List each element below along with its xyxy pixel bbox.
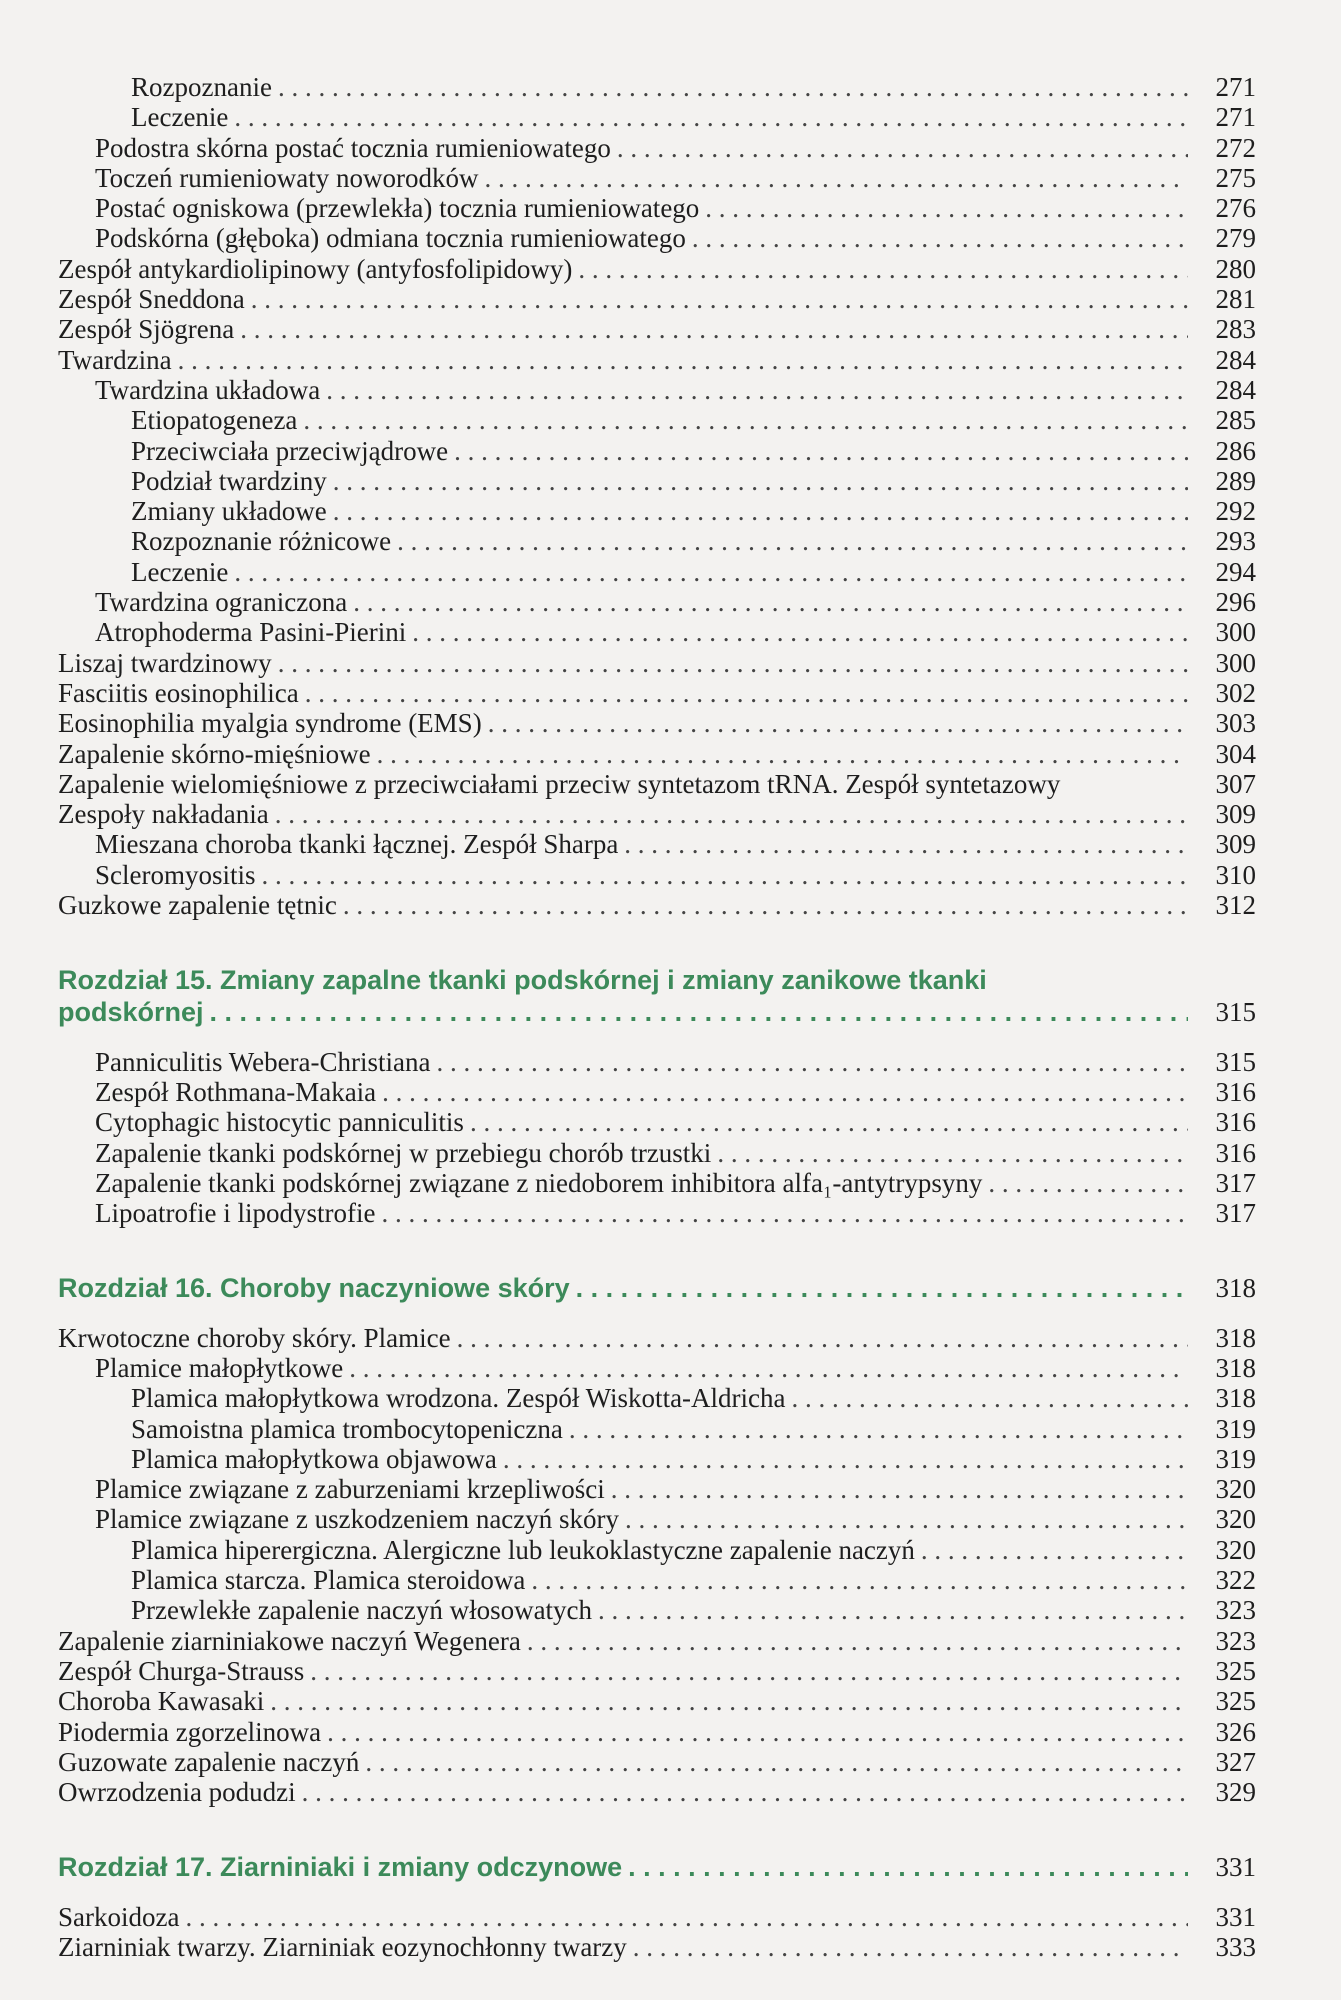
toc-entry	[58, 617, 1258, 647]
entry-title: Leczenie	[131, 102, 229, 133]
leader-dots	[178, 345, 1188, 375]
toc-entry	[58, 708, 1258, 738]
leader-dots	[578, 254, 1188, 284]
entry-page: 319	[1215, 1443, 1256, 1474]
entry-title: Choroba Kawasaki	[58, 1686, 265, 1717]
toc-section-ch16	[58, 1323, 1258, 1808]
entry-page: 318	[1215, 1352, 1256, 1383]
leader-dots	[251, 284, 1188, 314]
toc-entry	[58, 1168, 1258, 1198]
toc-entry	[58, 1323, 1258, 1353]
toc-entry	[58, 648, 1258, 678]
leader-dots	[333, 466, 1188, 496]
entry-title: Zespół Rothmana-Makaia	[95, 1076, 377, 1107]
entry-page: 286	[1215, 435, 1256, 466]
toc-entry	[58, 1902, 1258, 1932]
entry-page: 284	[1215, 344, 1256, 375]
leader-dots	[531, 1565, 1188, 1595]
entry-page: 323	[1215, 1595, 1256, 1626]
leader-dots	[278, 648, 1188, 678]
entry-page: 323	[1215, 1625, 1256, 1656]
leader-dots	[628, 1851, 1188, 1883]
entry-title: Zespoły nakładania	[58, 799, 269, 830]
entry-title: Zapalenie tkanki podskórnej w przebiegu chorób trzustki	[95, 1137, 712, 1168]
toc-entry	[58, 1595, 1258, 1625]
toc-entry	[58, 1504, 1258, 1534]
toc-entry	[58, 102, 1258, 132]
entry-title: Guzkowe zapalenie tętnic	[58, 890, 337, 921]
toc-entry	[58, 769, 1258, 799]
entry-page: 283	[1215, 314, 1256, 345]
toc-entry	[58, 890, 1258, 920]
chapter-page: 331	[1215, 1852, 1256, 1883]
entry-page: 302	[1215, 677, 1256, 708]
leader-dots	[365, 1747, 1188, 1777]
toc-entry	[58, 1535, 1258, 1565]
entry-title: Panniculitis Webera-Christiana	[95, 1046, 431, 1077]
entry-title: Sarkoidoza	[58, 1901, 180, 1932]
leader-dots	[275, 799, 1188, 829]
entry-page: 320	[1215, 1534, 1256, 1565]
leader-dots	[270, 1686, 1188, 1716]
toc-entry	[58, 1077, 1258, 1107]
leader-dots	[576, 1272, 1188, 1304]
entry-title: Podostra skórna postać tocznia rumieniowatego	[95, 132, 611, 163]
entry-page: 325	[1215, 1655, 1256, 1686]
toc-entry	[58, 1383, 1258, 1413]
leader-dots	[792, 1383, 1189, 1413]
entry-page: 322	[1215, 1565, 1256, 1596]
entry-title: Eosinophilia myalgia syndrome (EMS)	[58, 708, 482, 739]
leader-dots	[503, 1444, 1188, 1474]
leader-dots	[485, 163, 1188, 193]
entry-title: Plamice związane z zaburzeniami krzepliwości	[95, 1474, 605, 1505]
entry-page: 309	[1215, 829, 1256, 860]
entry-page: 304	[1215, 738, 1256, 769]
toc-entry	[58, 1777, 1258, 1807]
entry-page: 316	[1215, 1107, 1256, 1138]
toc-entry	[58, 1717, 1258, 1747]
entry-title: Fasciitis eosinophilica	[58, 677, 299, 708]
chapter-15-heading	[58, 964, 1258, 1026]
chapter-17-heading	[58, 1851, 1258, 1881]
entry-page: 294	[1215, 556, 1256, 587]
leader-dots	[617, 133, 1188, 163]
toc-entry	[58, 314, 1258, 344]
leader-dots	[611, 1474, 1188, 1504]
toc-entry	[58, 1047, 1258, 1077]
toc-entry	[58, 526, 1258, 556]
leader-dots	[457, 1323, 1188, 1353]
leader-dots	[454, 436, 1188, 466]
entry-page: 272	[1215, 132, 1256, 163]
entry-title: Przeciwciała przeciwjądrowe	[131, 435, 449, 466]
toc-entry	[58, 405, 1258, 435]
entry-page: 271	[1215, 72, 1256, 102]
leader-dots	[278, 72, 1188, 102]
entry-title: Plamica małopłytkowa objawowa	[131, 1443, 497, 1474]
leader-dots	[717, 1138, 1188, 1168]
entry-page: 319	[1215, 1413, 1256, 1444]
entry-title: Zmiany układowe	[131, 496, 327, 527]
entry-title: Plamice związane z uszkodzeniem naczyń skóry	[95, 1504, 620, 1535]
entry-page: 312	[1215, 890, 1256, 921]
entry-page: 300	[1215, 647, 1256, 678]
entry-title: Zespół Sjögrena	[58, 314, 235, 345]
leader-dots	[470, 1107, 1188, 1137]
leader-dots	[333, 496, 1188, 526]
leader-dots	[412, 617, 1188, 647]
entry-page: 271	[1215, 102, 1256, 133]
toc-entry	[58, 1626, 1258, 1656]
toc-entry	[58, 1747, 1258, 1777]
entry-title: Zapalenie ziarniniakowe naczyń Wegenera	[58, 1625, 521, 1656]
leader-dots	[705, 193, 1188, 223]
toc-entry	[58, 345, 1258, 375]
leader-dots	[527, 1626, 1188, 1656]
entry-page: 309	[1215, 799, 1256, 830]
leader-dots	[381, 1198, 1188, 1228]
entry-title: Zespół Churga-Strauss	[58, 1655, 305, 1686]
entry-title: Owrzodzenia podudzi	[58, 1777, 296, 1808]
toc-entry	[58, 436, 1258, 466]
leader-dots	[437, 1047, 1189, 1077]
entry-page: 275	[1215, 162, 1256, 193]
entry-page: 318	[1215, 1322, 1256, 1353]
toc-entry	[58, 1444, 1258, 1474]
entry-page: 292	[1215, 496, 1256, 527]
chapter-page: 315	[1215, 997, 1256, 1028]
entry-title: Liszaj twardzinowy	[58, 647, 272, 678]
toc-entry	[58, 375, 1258, 405]
entry-page: 318	[1215, 1383, 1256, 1414]
chapter-title-cont: podskórnej	[58, 997, 204, 1028]
leader-dots	[625, 1504, 1188, 1534]
leader-dots	[921, 1535, 1188, 1565]
toc-entry	[58, 1353, 1258, 1383]
entry-title: Samoistna plamica trombocytopeniczna	[131, 1413, 563, 1444]
toc-entry	[58, 254, 1258, 284]
entry-page: 315	[1215, 1046, 1256, 1077]
entry-page: 317	[1215, 1198, 1256, 1229]
entry-page: 303	[1215, 708, 1256, 739]
toc-entry	[58, 678, 1258, 708]
leader-dots	[327, 1717, 1188, 1747]
entry-title: Zespół Sneddona	[58, 284, 245, 315]
toc-entry	[58, 1198, 1258, 1228]
entry-title: Etiopatogeneza	[131, 405, 298, 436]
leader-dots	[234, 557, 1188, 587]
entry-page: 276	[1215, 193, 1256, 224]
entry-title: Plamice małopłytkowe	[95, 1352, 344, 1383]
entry-page: 296	[1215, 587, 1256, 618]
entry-title: Mieszana choroba tkanki łącznej. Zespół Sharpa	[95, 829, 619, 860]
entry-title: Zapalenie skórno-mięśniowe	[58, 738, 371, 769]
entry-page: 325	[1215, 1686, 1256, 1717]
chapter-page: 318	[1215, 1273, 1256, 1304]
entry-page: 310	[1215, 859, 1256, 890]
chapter-title-line	[58, 996, 1258, 1026]
entry-title: Atrophoderma Pasini-Pierini	[95, 617, 407, 648]
entry-title: Guzowate zapalenie naczyń	[58, 1746, 360, 1777]
entry-title: Ziarniniak twarzy. Ziarniniak eozynochłonny twarzy	[58, 1932, 627, 1963]
toc-entry	[58, 1474, 1258, 1504]
entry-page: 300	[1215, 617, 1256, 648]
chapter-title: Rozdział 15. Zmiany zapalne tkanki podskórnej i zmiany zanikowe tkanki	[58, 965, 987, 996]
entry-title: Podział twardziny	[131, 465, 327, 496]
leader-dots	[185, 1902, 1188, 1932]
entry-title: Plamica małopłytkowa wrodzona. Zespół Wiskotta-Aldricha	[131, 1383, 786, 1414]
chapter-title: Rozdział 17. Ziarniniaki i zmiany odczynowe	[58, 1852, 623, 1883]
entry-page: 285	[1215, 405, 1256, 436]
toc-entry	[58, 1932, 1258, 1962]
toc-section-top	[58, 72, 1258, 920]
toc-section-ch17	[58, 1902, 1258, 1963]
entry-page: 284	[1215, 374, 1256, 405]
entry-title: Zapalenie tkanki podskórnej związane z niedoborem inhibitora alfa₁-antytrypsyny	[95, 1167, 983, 1198]
entry-page: 281	[1215, 284, 1256, 315]
toc-entry	[58, 1656, 1258, 1686]
leader-dots	[305, 678, 1188, 708]
entry-page: 279	[1215, 223, 1256, 254]
leader-dots	[262, 860, 1189, 890]
toc-entry	[58, 1138, 1258, 1168]
entry-title: Lipoatrofie i lipodystrofie	[95, 1198, 376, 1229]
entry-page: 317	[1215, 1167, 1256, 1198]
entry-title: Plamica starcza. Plamica steroidowa	[131, 1565, 526, 1596]
entry-title: Postać ogniskowa (przewlekła) tocznia rumieniowatego	[95, 193, 700, 224]
entry-title: Przewlekłe zapalenie naczyń włosowatych	[131, 1595, 593, 1626]
entry-title: Piodermia zgorzelinowa	[58, 1716, 322, 1747]
toc-entry	[58, 739, 1258, 769]
leader-dots	[302, 1777, 1188, 1807]
entry-page: 280	[1215, 253, 1256, 284]
entry-title: Twardzina układowa	[95, 374, 321, 405]
entry-title: Toczeń rumieniowaty noworodków	[95, 162, 479, 193]
toc-entry	[58, 496, 1258, 526]
entry-title: Rozpoznanie różnicowe	[131, 526, 392, 557]
leader-dots	[240, 314, 1188, 344]
toc-section-ch15	[58, 1047, 1258, 1229]
entry-page: 316	[1215, 1076, 1256, 1107]
entry-title: Krwotoczne choroby skóry. Plamice	[58, 1322, 451, 1353]
leader-dots	[692, 223, 1188, 253]
leader-dots	[382, 1077, 1188, 1107]
toc-entry	[58, 466, 1258, 496]
leader-dots	[397, 526, 1188, 556]
toc-entry	[58, 284, 1258, 314]
entry-page: 326	[1215, 1716, 1256, 1747]
entry-title: Leczenie	[131, 556, 229, 587]
entry-title: Cytophagic histocytic panniculitis	[95, 1107, 464, 1138]
toc-entry	[58, 163, 1258, 193]
entry-page: 333	[1215, 1932, 1256, 1963]
entry-title: Rozpoznanie	[131, 72, 272, 102]
entry-page: 329	[1215, 1777, 1256, 1808]
leader-dots	[326, 375, 1188, 405]
entry-title: Twardzina	[58, 344, 172, 375]
leader-dots	[569, 1414, 1188, 1444]
toc-entry	[58, 133, 1258, 163]
entry-title: Twardzina ograniczona	[95, 587, 348, 618]
toc-entry	[58, 799, 1258, 829]
entry-title: Scleromyositis	[95, 859, 256, 890]
toc-entry	[58, 223, 1258, 253]
toc-entry	[58, 860, 1258, 890]
leader-dots	[349, 1353, 1188, 1383]
toc-entry	[58, 1686, 1258, 1716]
toc-entry	[58, 193, 1258, 223]
leader-dots	[310, 1656, 1188, 1686]
entry-title: Plamica hiperergiczna. Alergiczne lub leukoklastyczne zapalenie naczyń	[131, 1534, 915, 1565]
entry-page: 293	[1215, 526, 1256, 557]
entry-page: 320	[1215, 1504, 1256, 1535]
leader-dots	[633, 1932, 1188, 1962]
entry-page: 316	[1215, 1137, 1256, 1168]
entry-page: 289	[1215, 465, 1256, 496]
leader-dots	[377, 739, 1188, 769]
entry-title: Podskórna (głęboka) odmiana tocznia rumieniowatego	[95, 223, 686, 254]
leader-dots	[988, 1168, 1188, 1198]
toc-entry	[58, 557, 1258, 587]
toc-entry	[58, 72, 1258, 102]
table-of-contents	[58, 72, 1258, 1962]
toc-entry	[58, 1565, 1258, 1595]
entry-title: Zespół antykardiolipinowy (antyfosfolipidowy)	[58, 253, 573, 284]
entry-page: 331	[1215, 1901, 1256, 1932]
leader-dots	[303, 405, 1188, 435]
leader-dots	[353, 587, 1188, 617]
leader-dots	[210, 996, 1188, 1028]
leader-dots	[234, 102, 1188, 132]
leader-dots	[488, 708, 1188, 738]
toc-entry	[58, 1107, 1258, 1137]
entry-page: 307	[1215, 768, 1256, 799]
leader-dots	[624, 829, 1188, 859]
entry-page: 327	[1215, 1746, 1256, 1777]
entry-page: 320	[1215, 1474, 1256, 1505]
leader-dots	[343, 890, 1188, 920]
chapter-16-heading	[58, 1272, 1258, 1302]
toc-entry	[58, 829, 1258, 859]
toc-entry	[58, 1414, 1258, 1444]
toc-entry	[58, 587, 1258, 617]
leader-dots	[598, 1595, 1188, 1625]
chapter-title: Rozdział 16. Choroby naczyniowe skóry	[58, 1273, 570, 1304]
entry-title: Zapalenie wielomięśniowe z przeciwciałami przeciw syntetazom tRNA. Zespół syntetazowy	[58, 768, 1061, 799]
